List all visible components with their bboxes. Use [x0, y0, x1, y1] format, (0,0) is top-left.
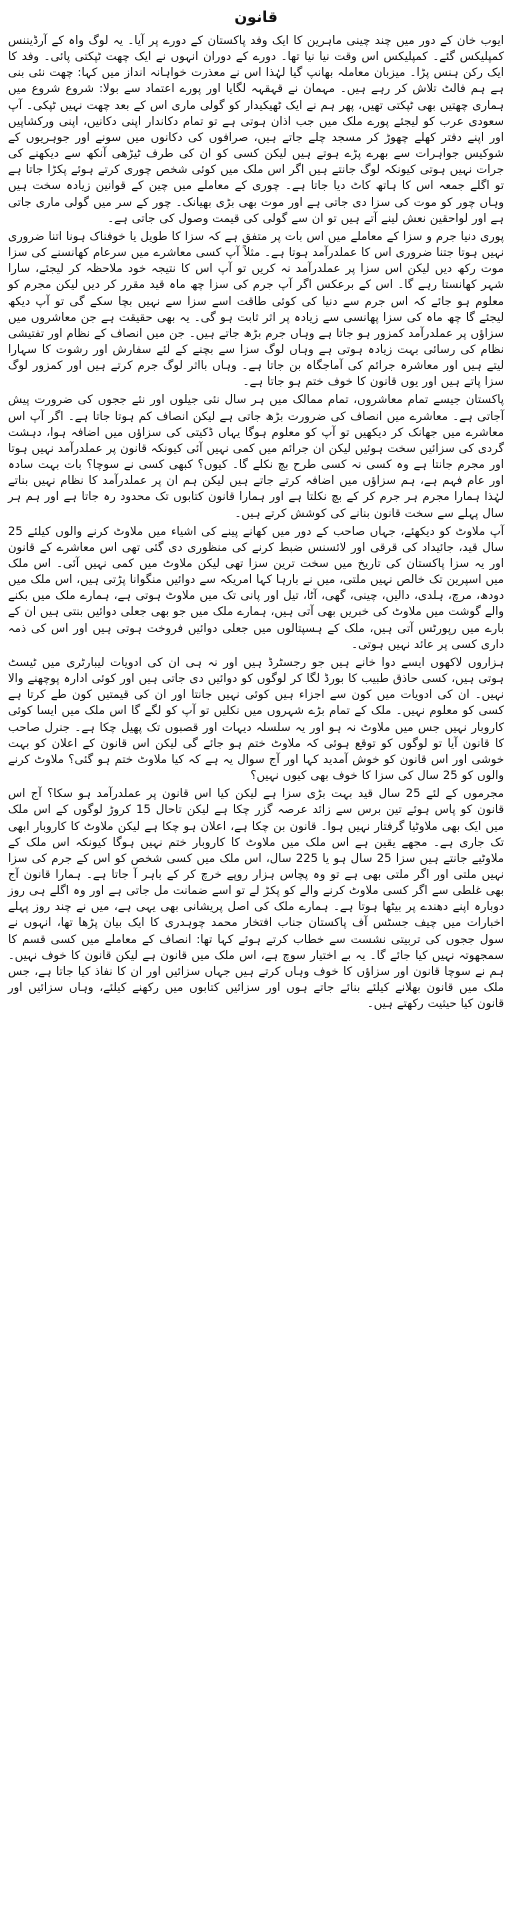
article-body	[8, 32, 504, 1011]
article-paragraph-2: پوری دنیا جرم و سزا کے معاملے میں اس بات پر متفق ہے کہ سزا کا طویل یا خوفناک ہونا اتنا ضروری نہیں ہوتا جتنا ضروری اس کا عملدرآمد ہوتا ہے۔ مثلاً آپ کسی معاشرے میں سرعام کھانسنے کی سزا موت رکھ دیں لیکن اس سزا پر عملدرآمد نہ کریں تو آپ اس کا نتیجہ خود ملاحظہ کر لیجئے، سارا شہر کھانستا رہے گا۔ اس کے برعکس اگر آپ جرم کی سزا چھ ماہ قید مقرر کر دیں لیکن مجرم کو معلوم ہو جائے کہ اس جرم سے دنیا کی کوئی طاقت اسے سزا سے نہیں بچا سکے گی تو آپ دیکھ لیجئے گا چھ ماہ کی سزا پھانسی سے زیادہ پر اثر ثابت ہو گی۔ یہ بھی حقیقت ہے جن معاشروں میں سزاؤں پر عملدرآمد کمزور ہو جاتا ہے وہاں جرم بڑھ جاتے ہیں۔ جن میں انصاف کے نظام اور تفتیشی نظام کی رسائی بہت زیادہ ہوتی ہے وہاں لوگ سزا سے بچنے کے لئے سفارش اور رشوت کا سہارا لیتے ہیں اور معاشرہ جرائم کی آماجگاہ بن جاتا ہے۔ وہاں بااثر لوگ جرم کرتے ہیں اور کمزور لوگ سزا پاتے ہیں اور یوں قانون کا خوف ختم ہو جاتا ہے۔	[8, 228, 504, 389]
article-title: قانون	[234, 8, 278, 26]
article-paragraph-1: ایوب خان کے دور میں چند چینی ماہرین کا ایک وفد پاکستان کے دورے پر آیا۔ یہ لوگ واہ کے آرڈیننس کمپلیکس گئے۔ کمپلیکس اس وقت نیا نیا تھا۔ دورے کے دوران انہوں نے ایک چھت ٹپکتی پائی۔ وفد کا ایک رکن ہنس پڑا۔ میزبان معاملہ بھانپ گیا لہٰذا اس نے معذرت خواہانہ انداز میں کہا: چھت نئی بنی ہے ہم فالٹ تلاش کر رہے ہیں۔ مہمان نے قہقہہ لگایا اور پورے اعتماد سے بولا: شروع شروع میں ہماری چھتیں بھی ٹپکتی تھیں، پھر ہم نے ایک ٹھیکیدار کو گولی ماری اس کے بعد چھت نہیں ٹپکی۔ آپ سعودی عرب کو لیجئے پورے ملک میں جب اذان ہوتی ہے تو تمام دکاندار اپنی دکانیں، اپنی ورکشاپیں اور اپنے دفتر کھلے چھوڑ کر مسجد چلے جاتے ہیں، صرافوں کی دکانوں میں سونے اور جوہریوں کے شوکیس جواہرات سے بھرے پڑے ہوتے ہیں لیکن کسی کو ان کی طرف ٹیڑھی آنکھ سے دیکھنے کی جرات نہیں ہوتی کیونکہ لوگ جانتے ہیں اگر اس ملک میں کوئی شخص چوری کرتے ہوئے پکڑا جاتا ہے تو اگلے جمعہ اس کا ہاتھ کاٹ دیا جاتا ہے۔ چوری کے معاملے میں چین کے قوانین زیادہ سخت ہیں وہاں چور کو موت کی سزا دی جاتی ہے اور موت بھی بڑی بھیانک۔ چور کے سر میں گولی ماری جاتی ہے اور لواحقین نعش لینے آتے ہیں تو ان سے گولی کی قیمت وصول کی جاتی ہے۔	[8, 33, 504, 225]
article-paragraph-5: ہزاروں لاکھوں ایسے دوا خانے ہیں جو رجسٹرڈ ہیں اور نہ ہی ان کی ادویات لیبارٹری میں ٹیسٹ ہوتی ہیں، کسی حاذق طبیب کا بورڈ لگا کر لوگوں کو دوائیں دی جاتی ہیں اور کوئی ادارہ پوچھنے والا نہیں۔ ان کی ادویات میں کون سے اجزاء ہیں کوئی نہیں جانتا اور ان کی قیمتیں کون طے کرتا ہے کسی کو معلوم نہیں۔ ملک کے تمام بڑے شہروں میں نکلیں تو آپ کو لگے گا اس ملک میں ایسا کوئی کاروبار نہیں جس میں ملاوٹ نہ ہو اور یہ سلسلہ دیہات اور قصبوں تک پھیل چکا ہے۔ جنرل صاحب کا قانون آیا تو لوگوں کو توقع ہوئی کہ ملاوٹ ختم ہو جائے گی لیکن اس قانون کے اعلان کو بہت خوشی اور اس قانون کو خوش آمدید کہا اور آج سوال یہ ہے کہ کیا ملاوٹ ختم ہو گئی؟ ملاوٹ کرنے والوں کو 25 سال کی سزا کا خوف بھی کیوں نہیں؟	[8, 654, 504, 783]
article-paragraph-6: مجرموں کے لئے 25 سال قید بہت بڑی سزا ہے لیکن کیا اس قانون پر عملدرآمد ہو سکا؟ آج اس قانون کو پاس ہوئے تین برس سے زائد عرصہ گزر چکا ہے لیکن تاحال 15 کروڑ لوگوں کے اس ملک میں ایک بھی ملاوٹیا گرفتار نہیں ہوا۔ قانون بن چکا ہے، اعلان ہو چکا ہے لیکن ملاوٹ کا کاروبار ابھی تک جاری ہے۔ مجھے یقین ہے اس ملک میں ملاوٹ کا کاروبار ختم نہیں ہوگا کیونکہ اس ملک کے ملاوٹیے جانتے ہیں سزا 25 سال ہو یا 225 سال، اس ملک میں کسی شخص کو اس کے جرم کی سزا نہیں ملتی اور اگر ملتی بھی ہے تو وہ پچاس ہزار روپے خرچ کر کے باہر آ جاتا ہے۔ ہمارا قانون آج بھی غلطی سے اگر کسی ملاوٹ کرنے والے کو پکڑ لے تو اسے ضمانت مل جاتی ہے اور وہ اگلے ہی روز دوبارہ اپنے دھندے پر بیٹھا ہوتا ہے۔ ہمارے ملک کی اصل پریشانی بھی یہی ہے، میں نے چند روز پہلے اخبارات میں چیف جسٹس آف پاکستان جناب افتخار محمد چوہدری کا ایک بیان پڑھا تھا، انہوں نے سول ججوں کی تربیتی نشست سے خطاب کرتے ہوئے کہا تھا: انصاف کے معاملے میں کسی قسم کا سمجھوتہ نہیں کیا جائے گا۔ یہ بے اختیار سوچ ہے، اس ملک میں قانون ہے لیکن قانون کا خوف نہیں۔ ہم نے سوچا قانون اور سزاؤں کا خوف وہاں کرتے ہیں جہاں سزائیں اور ان کا نفاذ کیا جاتا ہے، جس ملک میں قانون بھلانے کیلئے بنائے جاتے ہوں اور سزائیں کتابوں میں رکھنے کیلئے، وہاں سزائیں اور قانون کیا حیثیت رکھتے ہیں۔	[8, 786, 504, 1011]
article-paragraph-3: پاکستان جیسے تمام معاشروں، تمام ممالک میں ہر سال نئی جیلوں اور نئے ججوں کی ضرورت پیش آجاتی ہے۔ معاشرے میں انصاف کی ضرورت بڑھ جاتی ہے لیکن انصاف کم ہوتا جاتا ہے۔ اگر آپ اس معاشرے میں جھانک کر دیکھیں تو آپ کو معلوم ہوگا یہاں ڈکیتی کی سزاؤں میں اضافہ ہوا، دہشت گردی کی سزائیں سخت ہوئیں لیکن ان جرائم میں کمی نہیں آئی کیونکہ قانون پر عملدرآمد نہیں ہوتا اور مجرم جانتا ہے وہ کسی نہ کسی طرح بچ نکلے گا۔ کیوں؟ کبھی کسی نے سوچا؟ بات بہت سادہ اور عام فہم ہے، ہم سزاؤں میں اضافہ کرتے جاتے ہیں لیکن ہم ان پر عملدرآمد کا نظام نہیں بناتے لہٰذا ہمارا مجرم ہر جرم کر کے بچ نکلتا ہے اور ہمارا قانون کتابوں تک محدود رہ جاتا ہے اور ہم ہر سال پہلے سے سخت قانون بنانے کی کوشش کرتے ہیں۔	[8, 392, 504, 520]
article-paragraph-4: آپ ملاوٹ کو دیکھئے، جہاں صاحب کے دور میں کھانے پینے کی اشیاء میں ملاوٹ کرنے والوں کیلئے 25 سال قید، جائیداد کی قرقی اور لائسنس ضبط کرنے کی منظوری دی گئی تھی اس معاشرے کے قانون اور یہ سزا پاکستان کی تاریخ میں سخت ترین سزا تھی لیکن ملاوٹ میں کمی نہیں آئی۔ اس ملک میں اسپرین تک خالص نہیں ملتی، میں نے بارہا کہا امریکہ سے دوائیں منگوانا پڑتی ہیں، اس ملک میں دودھ، مرچ، ہلدی، دالیں، چینی، گھی، آٹا، تیل اور پانی تک میں ملاوٹ ہوتی ہے، ہمارے ملک میں بکنے والے گوشت میں ملاوٹ کی خبریں بھی آتی ہیں، ہمارے ملک میں جو بھی جعلی دوائیں بنتی ہیں ان کے بارے میں رپورٹس آتی ہیں، ملک کے ہسپتالوں میں جعلی دوائیں فروخت ہوتی ہیں اور اس کی ذمہ داری کسی پر عائد نہیں ہوتی۔	[8, 523, 504, 651]
